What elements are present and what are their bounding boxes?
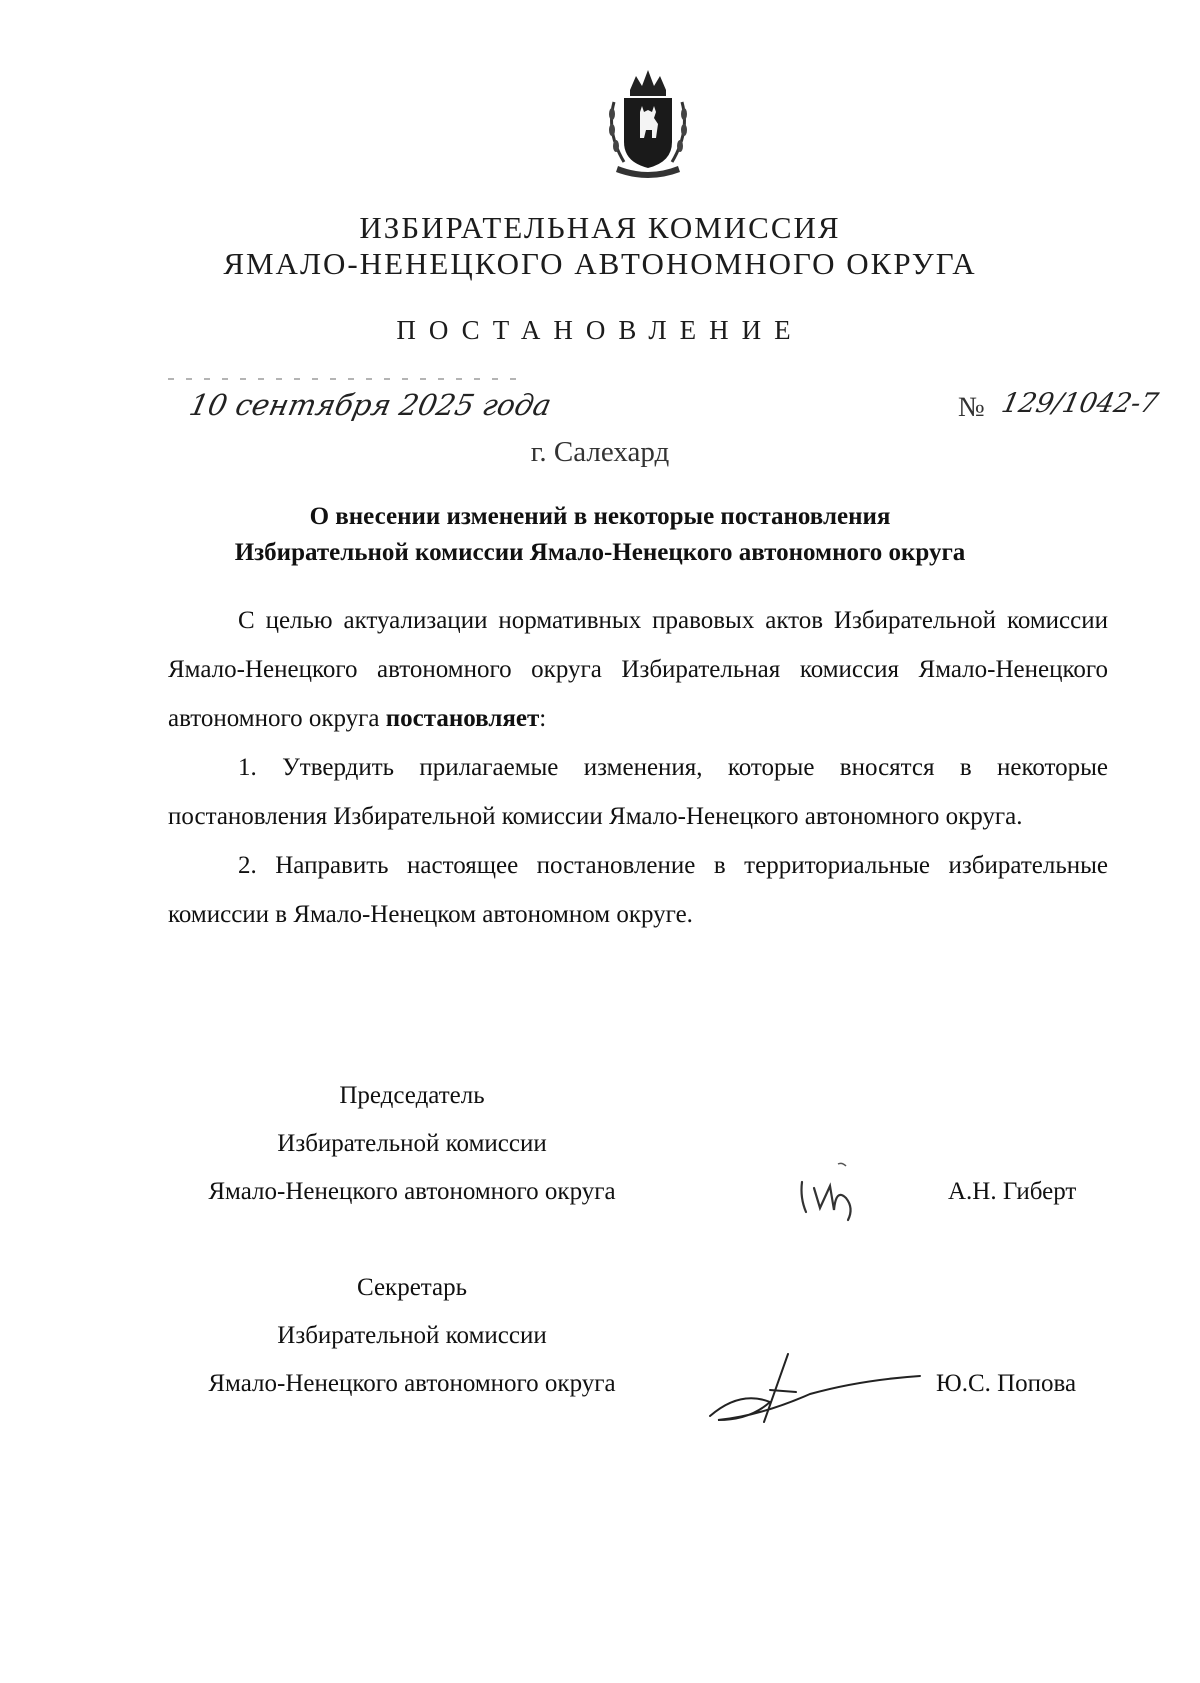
handwritten-date: 10 сентября 2025 года [186, 388, 555, 422]
preamble-decision-word: постановляет [385, 705, 540, 732]
chair-name: А.Н. Гиберт [948, 1178, 1077, 1205]
secretary-role: Секретарь [356, 1274, 468, 1301]
document-title-line1: О внесении изменений в некоторые постановления [309, 503, 891, 530]
chair-handwritten-signature [790, 1158, 880, 1228]
preamble-text: С целью актуализации нормативных правовых актов Избирательной комиссии Ямало-Ненецкого автономного округа Избирательная комиссия Ямало-Ненецкого автономного округа [168, 607, 1108, 732]
secretary-name: Ю.С. Попова [936, 1370, 1077, 1397]
document-body [168, 596, 1108, 939]
city: г. Салехард [530, 436, 670, 468]
document-type: ПОСТАНОВЛЕНИЕ [396, 315, 804, 345]
date-underline [168, 378, 518, 380]
document-number-label: № [958, 392, 985, 423]
item-1-paragraph: 1. Утвердить прилагаемые изменения, которые вносятся в некоторые постановления Избирательной комиссии Ямало-Ненецкого автономного округа. [168, 754, 1108, 830]
chair-org-line2: Ямало-Ненецкого автономного округа [208, 1178, 616, 1205]
organization-name-line1: ИЗБИРАТЕЛЬНАЯ КОМИССИЯ [359, 210, 841, 245]
organization-name-line2: ЯМАЛО-НЕНЕЦКОГО АВТОНОМНОГО ОКРУГА [223, 246, 977, 281]
item-2-paragraph: 2. Направить настоящее постановление в территориальные избирательные комиссии в Ямало-Ненецком автономном округе. [168, 852, 1108, 928]
chair-role: Председатель [339, 1082, 485, 1109]
secretary-org-line1: Избирательной комиссии [277, 1322, 547, 1349]
coat-of-arms-emblem [600, 62, 696, 182]
document-title-line2: Избирательной комиссии Ямало-Ненецкого автономного округа [234, 539, 966, 566]
preamble-end: : [539, 705, 547, 732]
handwritten-document-number: 129/1042-7 [998, 388, 1161, 419]
preamble-paragraph [168, 596, 1108, 743]
secretary-handwritten-signature [700, 1350, 930, 1430]
secretary-org-line2: Ямало-Ненецкого автономного округа [208, 1370, 616, 1397]
chair-org-line1: Избирательной комиссии [277, 1130, 547, 1157]
